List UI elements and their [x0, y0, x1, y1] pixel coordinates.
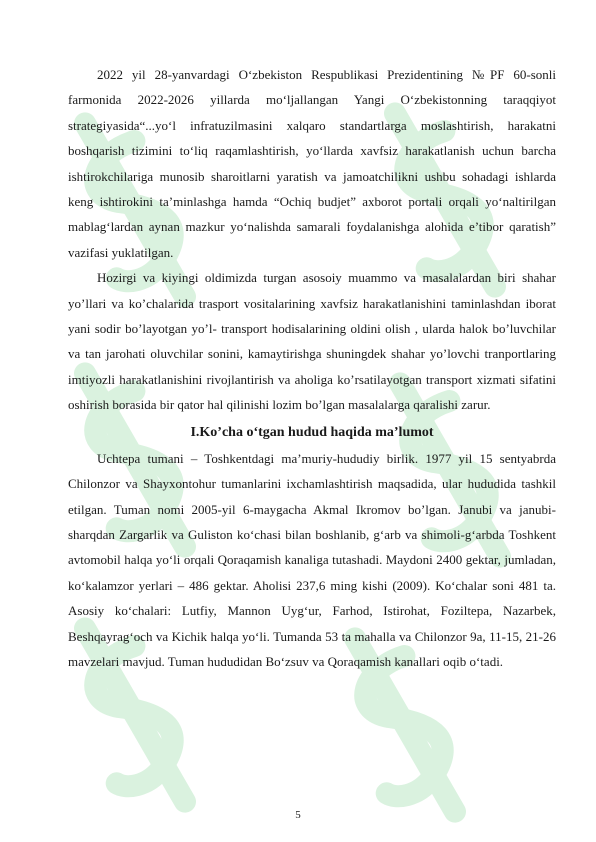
document-body: [68, 62, 556, 674]
paragraph: 2022 yil 28-yanvardagi O‘zbekiston Respublikasi Prezidentining №PF 60-sonli farmonida 2022-2026 yillarda mo‘ljallangan Yangi O‘zbekistonning taraqqiyot strategiyasida“...yo‘l infratuzilmasini xalqaro standartlarga moslashtirish, harakatni boshqarish tizimini to‘liq raqamlashtirish, yo‘llarda xavfsiz harakatlanish uchun barcha ishtirokchilariga munosib sharoitlarni yaratish va jamoatchilikni ushbu sohadagi ishlarda keng ishtirokini ta’minlashga hamda “Ochiq budjet” axborot portali orqali yo‘naltirilgan mablag‘lardan aynan mazkur yo‘nalishda samarali foydalanishga alohida e’tibor qaratish” vazifasi yuklatilgan.: [68, 67, 556, 260]
paragraph: Uchtepa tumani – Toshkentdagi ma’muriy-hududiy birlik. 1977 yil 15 sentyabrda Chilonzor va Shayxontohur tumanlarini ixchamlashtirish maqsadida, ular hududida tashkil etilgan. Tuman nomi 2005-yil 6-maygacha Akmal Ikromov bo’lgan. Janubi va janubi-sharqdan Zargarlik va Guliston ko‘chasi bilan boshlanib, g‘arb va shimoli-g‘arbda Toshkent avtomobil halqa yo‘li orqali Qoraqamish kanaliga tutashadi. Maydoni 2400 gektar, jumladan, ko‘kalamzor yerlari – 486 gektar. Aholisi 237,6 ming kishi (2009). Ko‘chalar soni 481 ta. Asosiy ko‘chalari: Lutfiy, Mannon Uyg‘ur, Farhod, Istirohat, Foziltepa, Nazarbek, Beshqayrag‘och va Kichik halqa yo‘li. Tumanda 53 ta mahalla va Chilonzor 9a, 11-15, 21-26 mavzelari mavjud. Tuman hududidan Bo‘zsuv va Qoraqamish kanallari oqib o‘tadi.: [68, 450, 556, 669]
paragraph: Hozirgi va kiyingi oldimizda turgan asosoiy muammo va masalalardan biri shahar yo’llari va ko’chalarida trasport vositalarining xavfsiz harakatlanishini taminlashdan iborat yani sodir bo’layotgan yo’l- transport hodisalarining oldini olish , ularda halok bo’luvchilar va tan jarohati oluvchilar sonini, kamaytirishga shuningdek shahar yo’lovchi tranportlaring imtiyozli harakatlanishini rivojlantirish va aholiga ko’rsatilayotgan transport xizmati sifatini oshirish borasida bir qator hal qilinishi lozim bo’lgan masalalarga qaralishi zarur.: [68, 270, 556, 413]
section-heading: I.Ko’cha o‘tgan hudud haqida ma’lumot: [190, 424, 434, 440]
page-number: 5: [295, 809, 301, 821]
